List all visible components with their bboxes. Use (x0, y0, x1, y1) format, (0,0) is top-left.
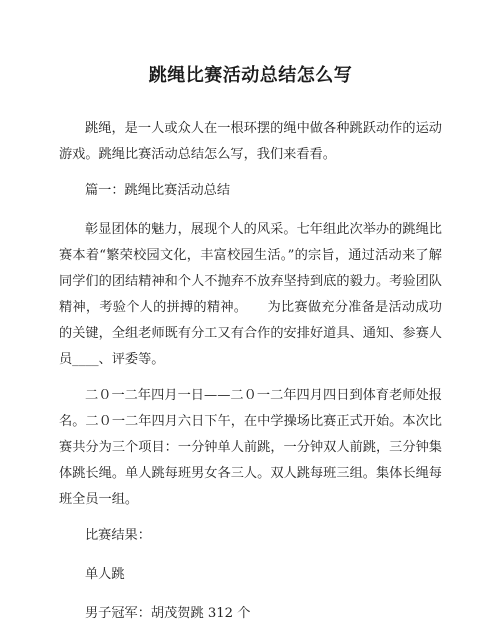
schedule-paragraph: 二０一二年四月一日——二０一二年四月四日到体育老师处报名。二０一二年四月六日下午，在中学操场比赛正式开始。本次比赛共分为三个项目：一分钟单人前跳，一分钟双人前跳，三分钟集体跳长绳。单人跳每班男女各三人。双人跳每班三组。集体长绳每班全员一组。 (59, 388, 442, 507)
section-heading: 篇一：跳绳比赛活动总结 (85, 183, 231, 198)
body-paragraph: 彰显团体的魅力，展现个人的风采。七年组此次举办的跳绳比赛本着“繁荣校园文化，丰富校园生活。”的宗旨，通过活动来了解同学们的团结精神和个人不抛弃不放弃坚持到底的毅力。考验团队精神，考验个人的拼搏的精神。 为比赛做充分准备是活动成功的关键，全组老师既有分工又有合作的安排好道具、通知、参赛人员____、评委等。 (59, 222, 442, 367)
intro-paragraph: 跳绳，是一人或众人在一根环摆的绳中做各种跳跃动作的运动游戏。跳绳比赛活动总结怎么写，我们来看看。 (59, 121, 442, 162)
result-line: 男子冠军：胡茂贺跳 312 个 (85, 606, 251, 621)
document-title: 跳绳比赛活动总结怎么写 (148, 65, 353, 86)
results-heading: 比赛结果： (85, 528, 151, 543)
event-heading: 单人跳 (85, 567, 125, 582)
